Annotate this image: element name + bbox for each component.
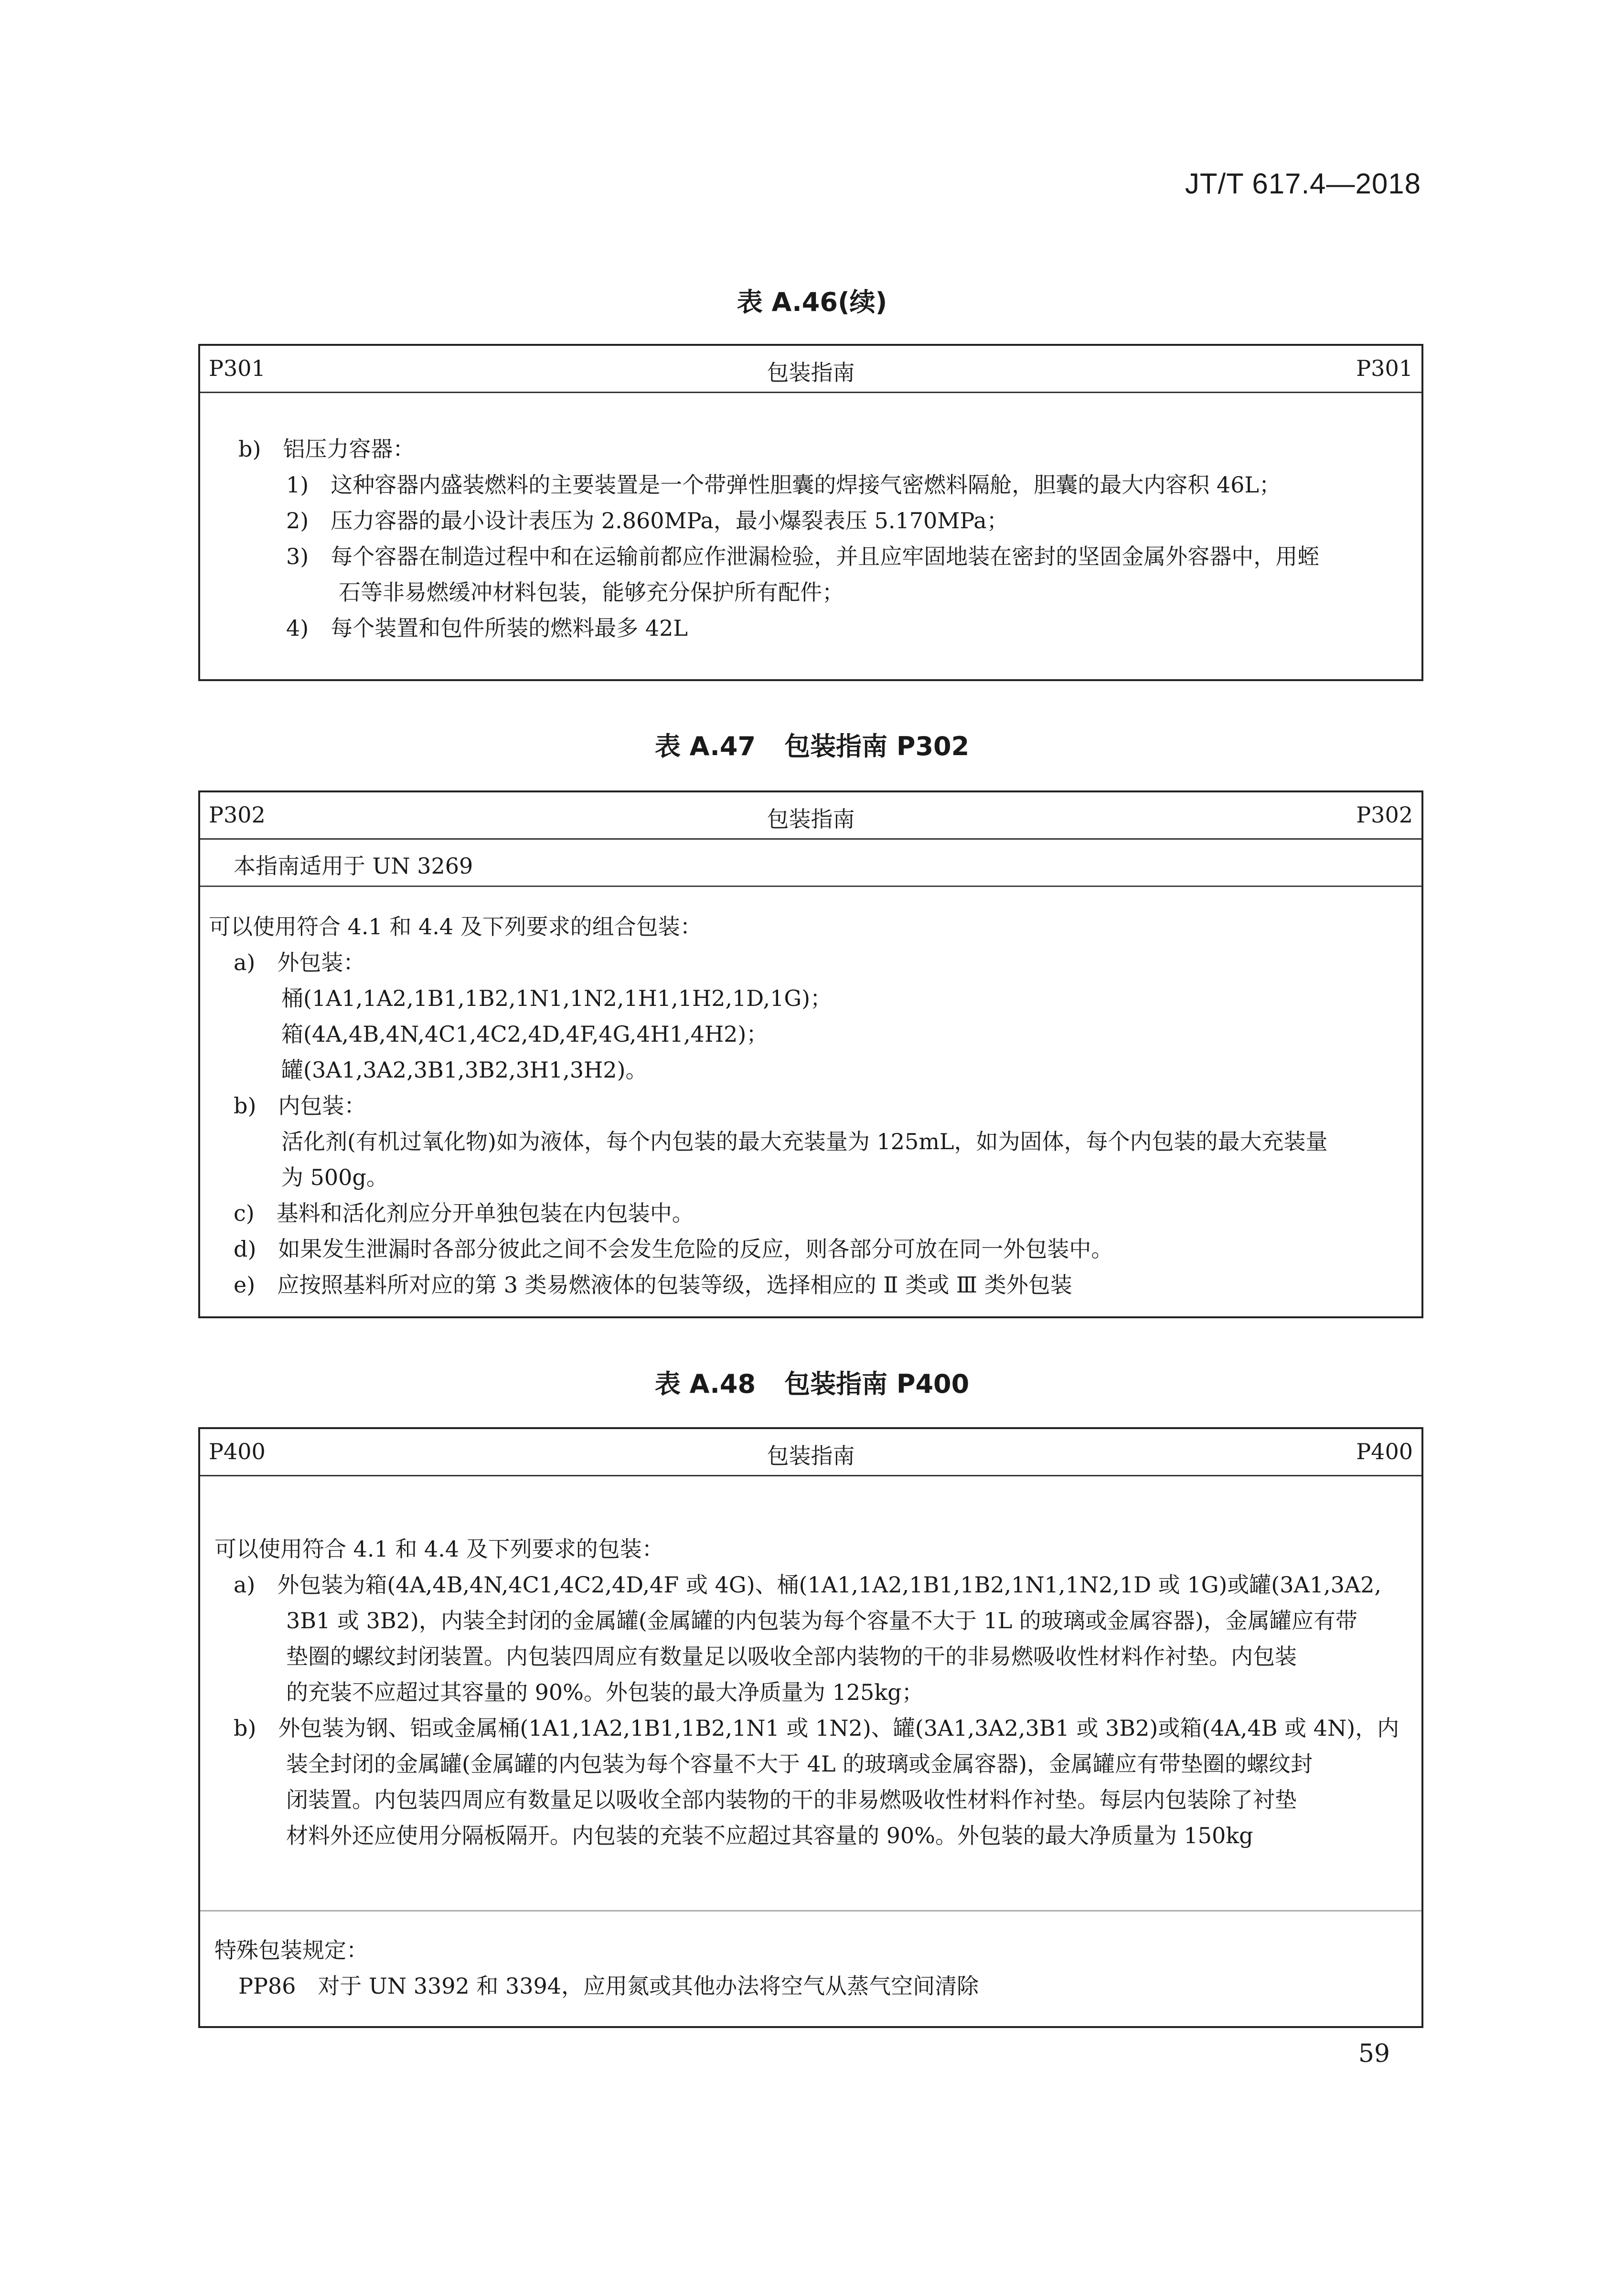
table-text-line: 装全封闭的金属罐(金属罐的内包装为每个容量不大于 4L 的玻璃或金属容器)，金属罐应有带垫圈的螺纹封 — [286, 1751, 1313, 1777]
table-a46 — [198, 344, 1423, 681]
table-text-line: 箱(4A,4B,4N,4C1,4C2,4D,4F,4G,4H1,4H2)； — [281, 1021, 769, 1047]
table-header-code-right: P301 — [1356, 355, 1413, 381]
table-a47-caption — [0, 726, 1624, 763]
table-a48-caption — [0, 1364, 1624, 1400]
table-text-line: 桶(1A1,1A2,1B1,1B2,1N1,1N2,1H1,1H2,1D,1G)； — [281, 985, 833, 1011]
table-text-line: 材料外还应使用分隔板隔开。内包装的充装不应超过其容量的 90%。外包装的最大净质量为 150kg — [286, 1823, 1253, 1848]
table-header-code-left: P400 — [209, 1439, 266, 1464]
table-a47-caption-title: 包装指南 P302 — [784, 731, 970, 761]
table-text-line: 为 500g。 — [281, 1164, 388, 1190]
table-text-line: 的充装不应超过其容量的 90%。外包装的最大净质量为 125kg； — [286, 1679, 924, 1705]
table-text-line: 可以使用符合 4.1 和 4.4 及下列要求的包装： — [214, 1536, 664, 1562]
table-a48 — [198, 1427, 1423, 2028]
special-provisions-title: 特殊包装规定： — [214, 1937, 368, 1963]
table-a46-caption: 表 A.46(续) — [737, 287, 887, 317]
table-header-title: 包装指南 — [767, 806, 855, 832]
table-text-line: 石等非易燃缓冲材料包装，能够充分保护所有配件； — [339, 579, 844, 605]
table-text-line: e) 应按照基料所对应的第 3 类易燃液体的包装等级，选择相应的 Ⅱ 类或 Ⅲ 类外包装 — [234, 1272, 1072, 1298]
table-text-line: b) 铝压力容器： — [238, 436, 415, 462]
table-a47-caption-number: 表 A.47 — [654, 731, 756, 761]
special-provision-line: PP86 对于 UN 3392 和 3394，应用氮或其他办法将空气从蒸气空间清除 — [238, 1973, 979, 1999]
table-a47-header — [200, 792, 1421, 840]
table-text-line: 垫圈的螺纹封闭装置。内包装四周应有数量足以吸收全部内装物的干的非易燃吸收性材料作衬垫。内包装 — [286, 1644, 1297, 1669]
table-header-title: 包装指南 — [767, 1443, 855, 1469]
table-text-line: 活化剂(有机过氧化物)如为液体，每个内包装的最大充装量为 125mL，如为固体，每个内包装的最大充装量 — [281, 1129, 1328, 1154]
table-scope-line: 本指南适用于 UN 3269 — [234, 853, 473, 879]
table-header-code-right: P302 — [1356, 802, 1413, 828]
table-text-line: a) 外包装为箱(4A,4B,4N,4C1,4C2,4D,4F 或 4G)、桶(1A1,1A2,1B1,1B2,1N1,1N2,1D 或 1G)或罐(3A1,3A2, — [234, 1572, 1382, 1598]
table-header-title: 包装指南 — [767, 360, 855, 385]
table-a48-header — [200, 1429, 1421, 1476]
table-text-line: c) 基料和活化剂应分开单独包装在内包装中。 — [234, 1200, 694, 1226]
table-text-line: 1) 这种容器内盛装燃料的主要装置是一个带弹性胆囊的焊接气密燃料隔舱，胆囊的最大内容积 46L； — [286, 472, 1281, 498]
standard-code: JT/T 617.4—2018 — [1185, 168, 1421, 200]
table-text-line: 罐(3A1,3A2,3B1,3B2,3H1,3H2)。 — [281, 1057, 648, 1083]
table-text-line: b) 外包装为钢、铝或金属桶(1A1,1A2,1B1,1B2,1N1 或 1N2)、罐(3A1,3A2,3B1 或 3B2)或箱(4A,4B 或 4N)，内 — [234, 1715, 1400, 1741]
table-text-line: 闭装置。内包装四周应有数量足以吸收全部内装物的干的非易燃吸收性材料作衬垫。每层内包装除了衬垫 — [286, 1787, 1297, 1813]
table-row-divider — [200, 886, 1421, 887]
table-header-code-left: P301 — [209, 355, 266, 381]
table-a46-header — [200, 346, 1421, 393]
table-header-code-right: P400 — [1356, 1439, 1413, 1464]
table-text-line: 3) 每个容器在制造过程中和在运输前都应作泄漏检验，并且应牢固地装在密封的坚固金属外容器中，用蛭 — [286, 544, 1320, 569]
table-text-line: a) 外包装： — [234, 950, 365, 975]
table-text-line: 可以使用符合 4.1 和 4.4 及下列要求的组合包装： — [209, 914, 702, 939]
table-a48-caption-title: 包装指南 P400 — [784, 1369, 970, 1399]
table-text-line: 3B1 或 3B2)，内装全封闭的金属罐(金属罐的内包装为每个容量不大于 1L 的玻璃或金属容器)，金属罐应有带 — [286, 1608, 1357, 1633]
table-a47 — [198, 790, 1423, 1318]
table-text-line: 2) 压力容器的最小设计表压为 2.860MPa，最小爆裂表压 5.170MPa； — [286, 508, 1009, 534]
table-header-code-left: P302 — [209, 802, 266, 828]
table-text-line: 4) 每个装置和包件所装的燃料最多 42L — [286, 615, 688, 641]
table-text-line: d) 如果发生泄漏时各部分彼此之间不会发生危险的反应，则各部分可放在同一外包装中。 — [234, 1236, 1113, 1262]
table-row-divider — [200, 1910, 1421, 1911]
table-text-line: b) 内包装： — [234, 1093, 366, 1119]
page-number: 59 — [1358, 2039, 1390, 2068]
table-a48-caption-number: 表 A.48 — [654, 1369, 756, 1399]
